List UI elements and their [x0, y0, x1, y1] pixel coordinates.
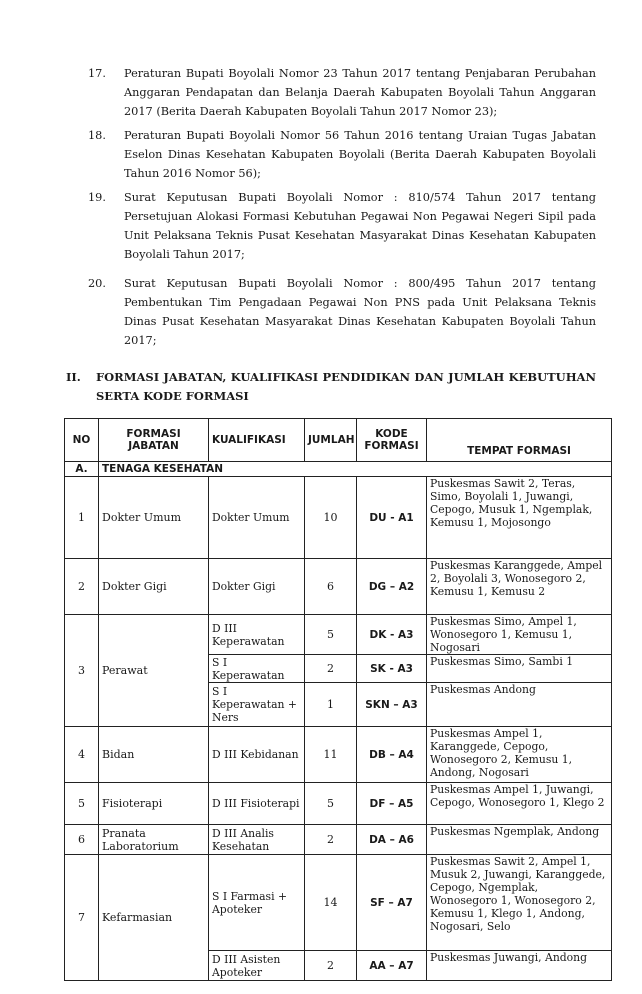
row-jabatan: Kefarmasian [99, 855, 209, 981]
table-row [65, 477, 612, 559]
list-item-number: 19. [88, 191, 106, 204]
section-heading [66, 368, 596, 406]
row-number: 2 [65, 559, 99, 615]
header-no: NO [65, 419, 99, 462]
row-tempat: Puskesmas Ngemplak, Andong [427, 825, 612, 855]
row-tempat: Puskesmas Ampel 1, Karanggede, Cepogo, Wonosegoro 2, Kemusu 1, Andong, Nogosari [427, 727, 612, 783]
row-jumlah: 11 [305, 727, 357, 783]
row-kode: DG – A2 [357, 559, 427, 615]
table-row [65, 615, 612, 655]
section-title: FORMASI JABATAN, KUALIFIKASI PENDIDIKAN DAN JUMLAH KEBUTUHAN SERTA KODE FORMASI [96, 370, 596, 403]
row-kualifikasi: S I Farmasi + Apoteker [209, 855, 305, 951]
list-item-text: Peraturan Bupati Boyolali Nomor 23 Tahun 2017 tentang Penjabaran Perubahan Anggaran Pendapatan dan Belanja Daerah Kabupaten Boyolali Tahun Anggaran 2017 (Berita Daerah Kabupaten Boyolali Tahun 2017 Nomor 23); [124, 67, 596, 118]
list-item-number: 20. [88, 277, 106, 290]
row-kualifikasi: D III Asisten Apoteker [209, 951, 305, 981]
list-item-number: 18. [88, 129, 106, 142]
row-number: 1 [65, 477, 99, 559]
row-tempat: Puskesmas Sawit 2, Teras, Simo, Boyolali 1, Juwangi, Cepogo, Musuk 1, Ngemplak, Kemusu 1, Mojosongo [427, 477, 612, 559]
row-kode: DF – A5 [357, 783, 427, 825]
row-jumlah: 2 [305, 951, 357, 981]
row-jumlah: 6 [305, 559, 357, 615]
table-row [65, 559, 612, 615]
row-number: 5 [65, 783, 99, 825]
header-tempat-formasi: TEMPAT FORMASI [427, 419, 612, 462]
table-row [65, 855, 612, 951]
row-kode: AA – A7 [357, 951, 427, 981]
row-kode: SKN – A3 [357, 683, 427, 727]
list-item [88, 64, 596, 121]
row-jumlah: 2 [305, 825, 357, 855]
row-kode: SF – A7 [357, 855, 427, 951]
row-kualifikasi: D III Keperawatan [209, 615, 305, 655]
row-tempat: Puskesmas Andong [427, 683, 612, 727]
category-letter: A. [65, 462, 99, 477]
row-number: 7 [65, 855, 99, 981]
row-kualifikasi: S I Keperawatan [209, 655, 305, 683]
category-name: TENAGA KESEHATAN [99, 462, 612, 477]
list-item-text: Surat Keputusan Bupati Boyolali Nomor : 810/574 Tahun 2017 tentang Persetujuan Alokasi Formasi Kebutuhan Pegawai Non Pegawai Negeri Sipil pada Unit Pelaksana Teknis Pusat Kesehatan Masyarakat Dinas Kesehatan Kabupaten Boyolali Tahun 2017; [124, 191, 596, 261]
header-formasi-jabatan: FORMASI JABATAN [99, 419, 209, 462]
table-row [65, 825, 612, 855]
row-kualifikasi: S I Keperawatan + Ners [209, 683, 305, 727]
table-header-row [65, 419, 612, 462]
row-jabatan: Dokter Umum [99, 477, 209, 559]
row-jumlah: 5 [305, 783, 357, 825]
row-jabatan: Dokter Gigi [99, 559, 209, 615]
formasi-table [64, 418, 612, 981]
row-tempat: Puskesmas Juwangi, Andong [427, 951, 612, 981]
row-jumlah: 14 [305, 855, 357, 951]
row-jumlah: 5 [305, 615, 357, 655]
row-jabatan: Pranata Laboratorium [99, 825, 209, 855]
row-jumlah: 2 [305, 655, 357, 683]
list-item-text: Peraturan Bupati Boyolali Nomor 56 Tahun 2016 tentang Uraian Tugas Jabatan Eselon Dinas Kesehatan Kabupaten Boyolali (Berita Daerah Kabupaten Boyolali Tahun 2016 Nomor 56); [124, 129, 596, 180]
list-item-number: 17. [88, 67, 106, 80]
list-item [88, 274, 596, 350]
row-kualifikasi: D III Kebidanan [209, 727, 305, 783]
list-item [88, 188, 596, 264]
header-kualifikasi: KUALIFIKASI [209, 419, 305, 462]
row-tempat: Puskesmas Karanggede, Ampel 2, Boyolali 3, Wonosegoro 2, Kemusu 1, Kemusu 2 [427, 559, 612, 615]
row-tempat: Puskesmas Simo, Sambi 1 [427, 655, 612, 683]
row-kualifikasi: Dokter Gigi [209, 559, 305, 615]
row-kode: DU - A1 [357, 477, 427, 559]
row-kode: SK - A3 [357, 655, 427, 683]
row-tempat: Puskesmas Ampel 1, Juwangi, Cepogo, Wonosegoro 1, Klego 2 [427, 783, 612, 825]
row-jabatan: Perawat [99, 615, 209, 727]
row-jumlah: 10 [305, 477, 357, 559]
row-kode: DK - A3 [357, 615, 427, 655]
row-kualifikasi: D III Fisioterapi [209, 783, 305, 825]
regulation-list [88, 64, 596, 355]
row-tempat: Puskesmas Sawit 2, Ampel 1, Musuk 2, Juwangi, Karanggede, Cepogo, Ngemplak, Wonosegoro 1, Wonosegoro 2, Kemusu 1, Klego 1, Andong, Nogosari, Selo [427, 855, 612, 951]
row-tempat: Puskesmas Simo, Ampel 1, Wonosegoro 1, Kemusu 1, Nogosari [427, 615, 612, 655]
row-jabatan: Fisioterapi [99, 783, 209, 825]
row-kode: DB – A4 [357, 727, 427, 783]
row-kualifikasi: Dokter Umum [209, 477, 305, 559]
list-item-text: Surat Keputusan Bupati Boyolali Nomor : 800/495 Tahun 2017 tentang Pembentukan Tim Pengadaan Pegawai Non PNS pada Unit Pelaksana Teknis Dinas Pusat Kesehatan Masyarakat Dinas Kesehatan Kabupaten Boyolali Tahun 2017; [124, 277, 596, 347]
row-number: 3 [65, 615, 99, 727]
row-kode: DA – A6 [357, 825, 427, 855]
section-number: II. [66, 370, 81, 384]
row-number: 6 [65, 825, 99, 855]
header-kode-formasi: KODE FORMASI [357, 419, 427, 462]
row-jabatan: Bidan [99, 727, 209, 783]
table-row [65, 727, 612, 783]
row-number: 4 [65, 727, 99, 783]
list-item [88, 126, 596, 183]
row-jumlah: 1 [305, 683, 357, 727]
table-row [65, 783, 612, 825]
header-jumlah: JUMLAH [305, 419, 357, 462]
category-row [65, 462, 612, 477]
row-kualifikasi: D III Analis Kesehatan [209, 825, 305, 855]
